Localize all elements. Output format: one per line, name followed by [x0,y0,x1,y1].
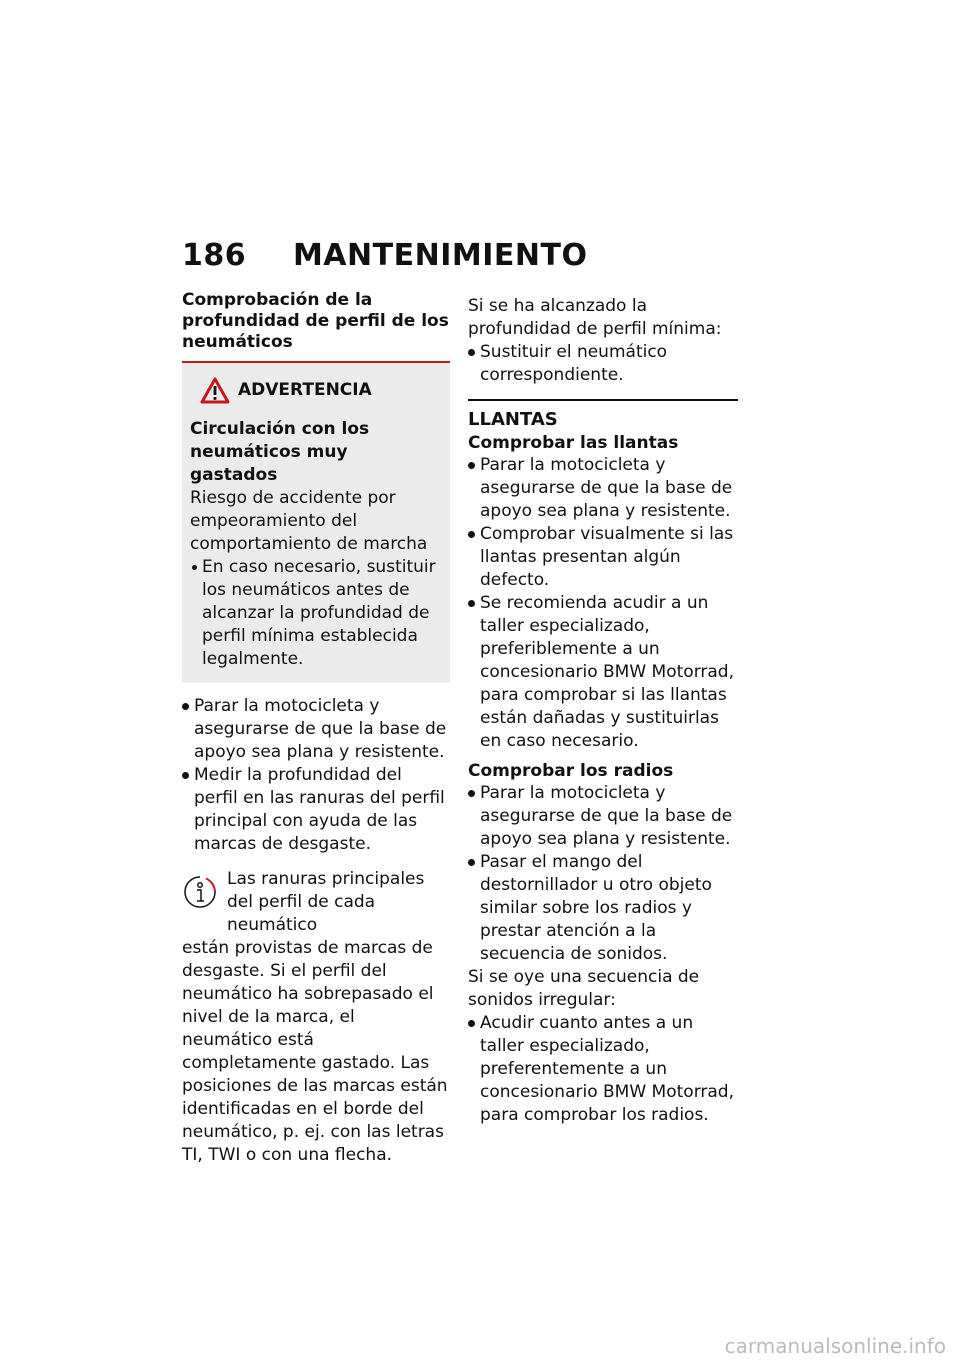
list-item: Parar la motocicleta y asegurarse de que la base de apoyo sea plana y resistente. [468,454,738,523]
info-note [182,868,450,1167]
condition-text: Si se oye una secuencia de sonidos irregular: [468,967,700,1010]
list-item: Sustituir el neumático correspondiente. [468,341,738,387]
note-first-line: Las ranuras principales del perfil de cada neumático [227,869,425,935]
spokes-list [468,782,738,966]
warning-header [190,377,440,404]
note-text: están provistas de marcas de desgaste. Si el perfil del neumático ha sobrepasado el nivel de la marca, el neumático está completamente gastado. Las posiciones de las marcas están identificadas en el borde del neumático, p. ej. con las letras TI, TWI o con una flecha. [182,938,448,1165]
condition-text: Si se ha alcanzado la profundidad de perfil mínima: [468,296,722,339]
info-icon [182,874,218,910]
warning-box [182,363,450,683]
chapter-title: MANTENIMIENTO [292,238,588,273]
warning-label: ADVERTENCIA [238,380,372,400]
warning-bullets [190,556,440,671]
list-item: Parar la motocicleta y asegurarse de que la base de apoyo sea plana y resistente. [182,695,450,764]
warning-subtitle: Circulación con los neumáticos muy gastados [190,419,370,485]
list-item: Parar la motocicleta y asegurarse de que la base de apoyo sea plana y resistente. [468,782,738,851]
intro-bullets [468,341,738,387]
condition-bullets [468,1012,738,1127]
list-item: Medir la profundidad del perfil en las ranuras del perfil principal con ayuda de las marcas de desgaste. [182,764,450,856]
section-title-llantas: LLANTAS [468,399,738,433]
list-item: Pasar el mango del destornillador u otro objeto similar sobre los radios y prestar atención a la secuencia de sonidos. [468,851,738,966]
page-header [182,238,587,273]
right-column [468,295,738,1127]
warning-triangle-icon [200,377,230,404]
list-item: Se recomienda acudir a un taller especializado, preferiblemente a un concesionario BMW Motorrad, para comprobar si las llantas están dañadas y sustituirlas en caso necesario. [468,592,738,753]
subheading-check-rims: Comprobar las llantas [468,433,679,453]
left-column [182,290,450,1167]
list-item: En caso necesario, sustituir los neumáticos antes de alcanzar la profundidad de perfil mínima establecida legalmente. [190,556,440,671]
list-item: Comprobar visualmente si las llantas presentan algún defecto. [468,523,738,592]
subheading-check-spokes: Comprobar los radios [468,761,674,781]
page-number: 186 [182,238,247,273]
warning-text: Riesgo de accidente por empeoramiento del comportamiento de marcha [190,488,428,554]
rims-list [468,454,738,753]
watermark: carmanualsonline.info [724,1334,946,1358]
list-item: Acudir cuanto antes a un taller especializado, preferentemente a un concesionario BMW Motorrad, para comprobar los radios. [468,1012,738,1127]
section-heading: Comprobación de la profundidad de perfil de los neumáticos [182,290,449,352]
step-list [182,695,450,856]
